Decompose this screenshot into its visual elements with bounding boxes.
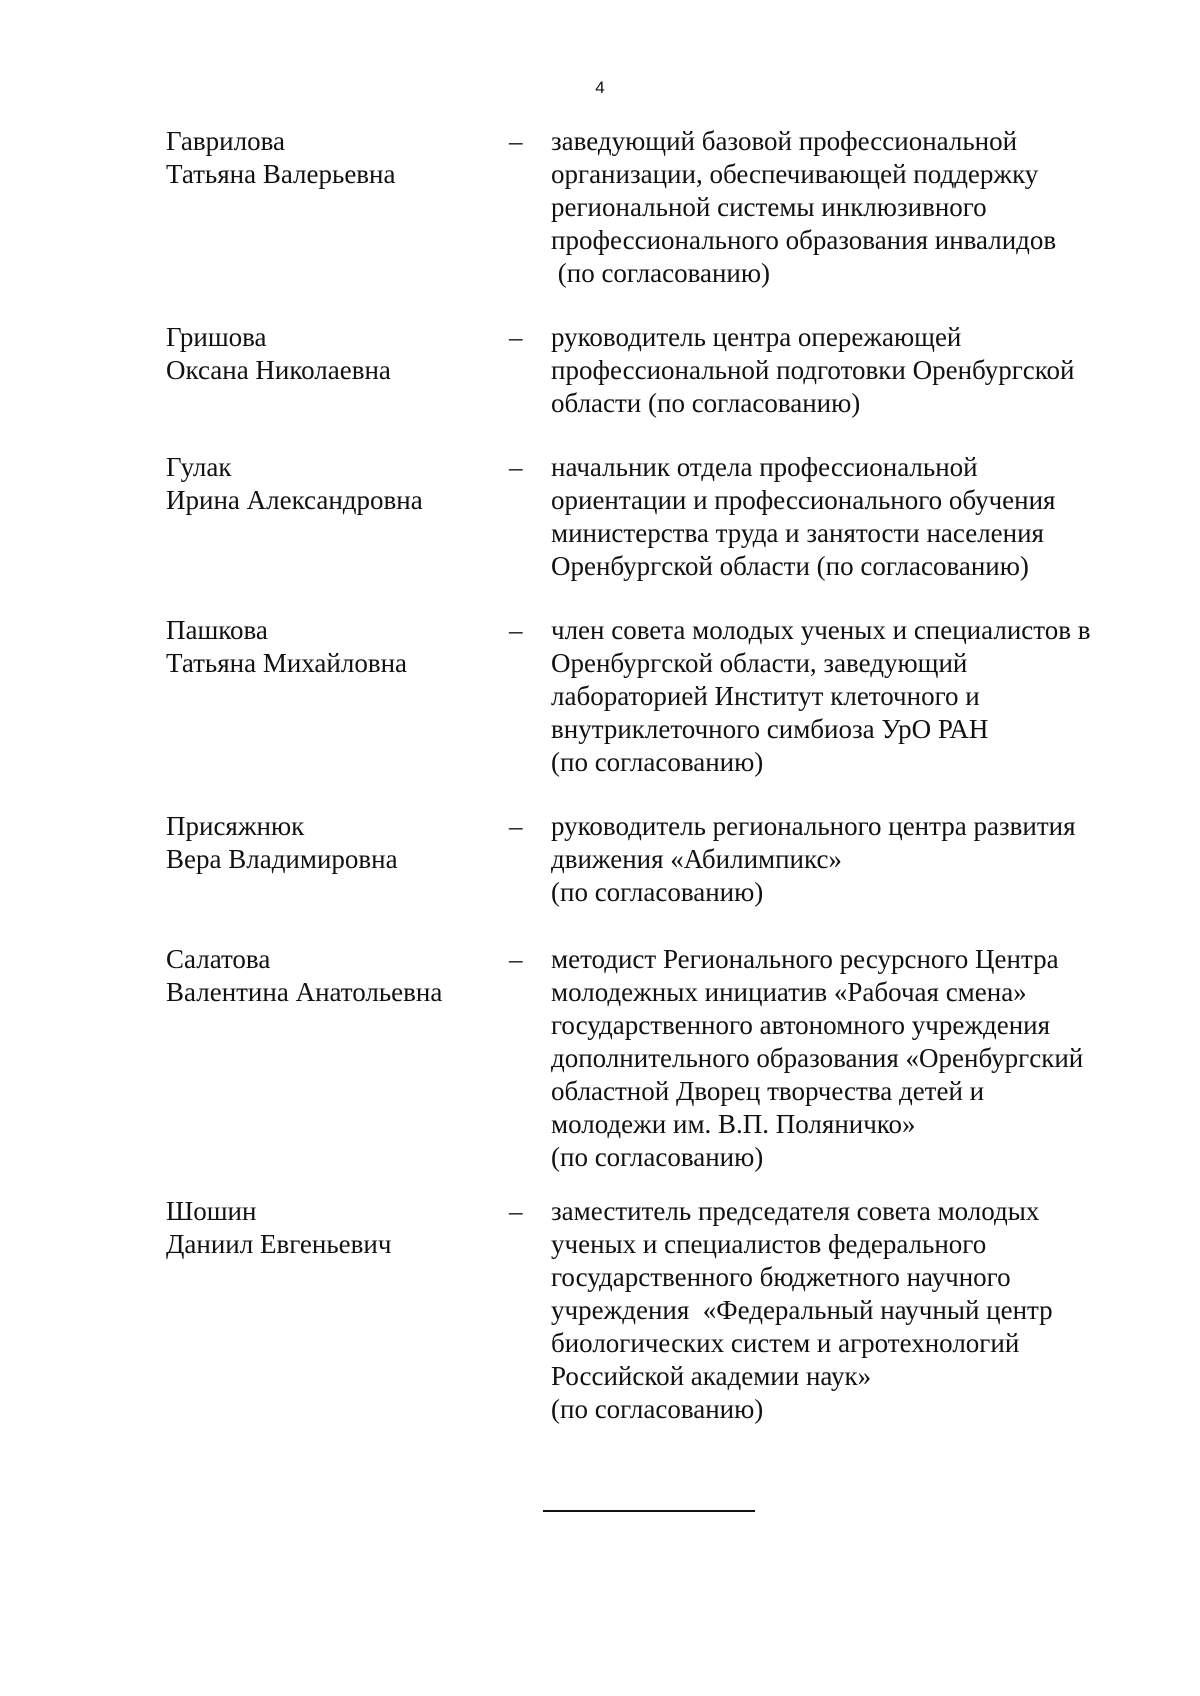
page-number: 4 bbox=[595, 78, 605, 97]
member-surname: Гришова bbox=[166, 322, 267, 352]
separator-dash: – bbox=[509, 452, 523, 482]
role-line: руководитель центра опережающей bbox=[551, 322, 962, 352]
member-name bbox=[166, 451, 496, 517]
member-role bbox=[551, 451, 1151, 583]
separator-dash: – bbox=[509, 944, 523, 974]
role-line: биологических систем и агротехнологий bbox=[551, 1328, 1020, 1358]
role-line: области (по согласованию) bbox=[551, 388, 861, 418]
member-role bbox=[551, 125, 1151, 290]
member-surname: Гаврилова bbox=[166, 126, 285, 156]
role-line: методист Регионального ресурсного Центра bbox=[551, 944, 1059, 974]
separator-dash: – bbox=[509, 322, 523, 352]
member-surname: Салатова bbox=[166, 944, 271, 974]
role-line: организации, обеспечивающей поддержку bbox=[551, 159, 1039, 189]
member-role bbox=[551, 943, 1151, 1174]
member-given-names: Оксана Николаевна bbox=[166, 355, 391, 385]
member-given-names: Валентина Анатольевна bbox=[166, 977, 443, 1007]
role-line: Российской академии наук» bbox=[551, 1361, 872, 1391]
role-line: лабораторией Институт клеточного и bbox=[551, 681, 980, 711]
role-line: государственного бюджетного научного bbox=[551, 1262, 1011, 1292]
role-line: (по согласованию) bbox=[551, 1142, 764, 1172]
member-surname: Пашкова bbox=[166, 615, 268, 645]
member-given-names: Даниил Евгеньевич bbox=[166, 1229, 392, 1259]
separator-dash: – bbox=[509, 126, 523, 156]
role-line: заведующий базовой профессиональной bbox=[551, 126, 1018, 156]
end-of-list-rule bbox=[543, 1510, 755, 1512]
role-line: молодежи им. В.П. Поляничко» bbox=[551, 1109, 916, 1139]
role-line: региональной системы инклюзивного bbox=[551, 192, 987, 222]
member-role bbox=[551, 1195, 1151, 1426]
member-name bbox=[166, 321, 496, 387]
member-given-names: Вера Владимировна bbox=[166, 844, 398, 874]
member-name bbox=[166, 810, 496, 876]
role-line: заместитель председателя совета молодых bbox=[551, 1196, 1040, 1226]
member-surname: Присяжнюк bbox=[166, 811, 305, 841]
separator-dash: – bbox=[509, 615, 523, 645]
separator-dash: – bbox=[509, 811, 523, 841]
member-surname: Шошин bbox=[166, 1196, 257, 1226]
role-line: движения «Абилимпикс» bbox=[551, 844, 842, 874]
member-given-names: Татьяна Валерьевна bbox=[166, 159, 396, 189]
member-name bbox=[166, 1195, 496, 1261]
role-line: Оренбургской области, заведующий bbox=[551, 648, 968, 678]
role-line: (по согласованию) bbox=[551, 1394, 764, 1424]
role-line: профессиональной подготовки Оренбургской bbox=[551, 355, 1075, 385]
role-line: ученых и специалистов федерального bbox=[551, 1229, 987, 1259]
role-line: государственного автономного учреждения bbox=[551, 1010, 1051, 1040]
role-line: дополнительного образования «Оренбургский bbox=[551, 1043, 1084, 1073]
member-given-names: Ирина Александровна bbox=[166, 485, 423, 515]
separator-dash: – bbox=[509, 1196, 523, 1226]
member-name bbox=[166, 943, 496, 1009]
role-line: профессионального образования инвалидов bbox=[551, 225, 1057, 255]
role-line: учреждения «Федеральный научный центр bbox=[551, 1295, 1053, 1325]
role-line: ориентации и профессионального обучения bbox=[551, 485, 1056, 515]
member-name bbox=[166, 125, 496, 191]
member-given-names: Татьяна Михайловна bbox=[166, 648, 408, 678]
member-name bbox=[166, 614, 496, 680]
role-line: Оренбургской области (по согласованию) bbox=[551, 551, 1029, 581]
role-line: областной Дворец творчества детей и bbox=[551, 1076, 985, 1106]
role-line: внутриклеточного симбиоза УрО РАН bbox=[551, 714, 989, 744]
role-line: министерства труда и занятости населения bbox=[551, 518, 1044, 548]
role-line: член совета молодых ученых и специалистов в bbox=[551, 615, 1091, 645]
member-surname: Гулак bbox=[166, 452, 232, 482]
member-role bbox=[551, 321, 1151, 420]
role-line: начальник отдела профессиональной bbox=[551, 452, 978, 482]
role-line: (по согласованию) bbox=[551, 258, 771, 288]
member-role bbox=[551, 614, 1151, 779]
role-line: руководитель регионального центра развития bbox=[551, 811, 1076, 841]
role-line: (по согласованию) bbox=[551, 747, 764, 777]
role-line: (по согласованию) bbox=[551, 877, 764, 907]
member-role bbox=[551, 810, 1151, 909]
role-line: молодежных инициатив «Рабочая смена» bbox=[551, 977, 1027, 1007]
